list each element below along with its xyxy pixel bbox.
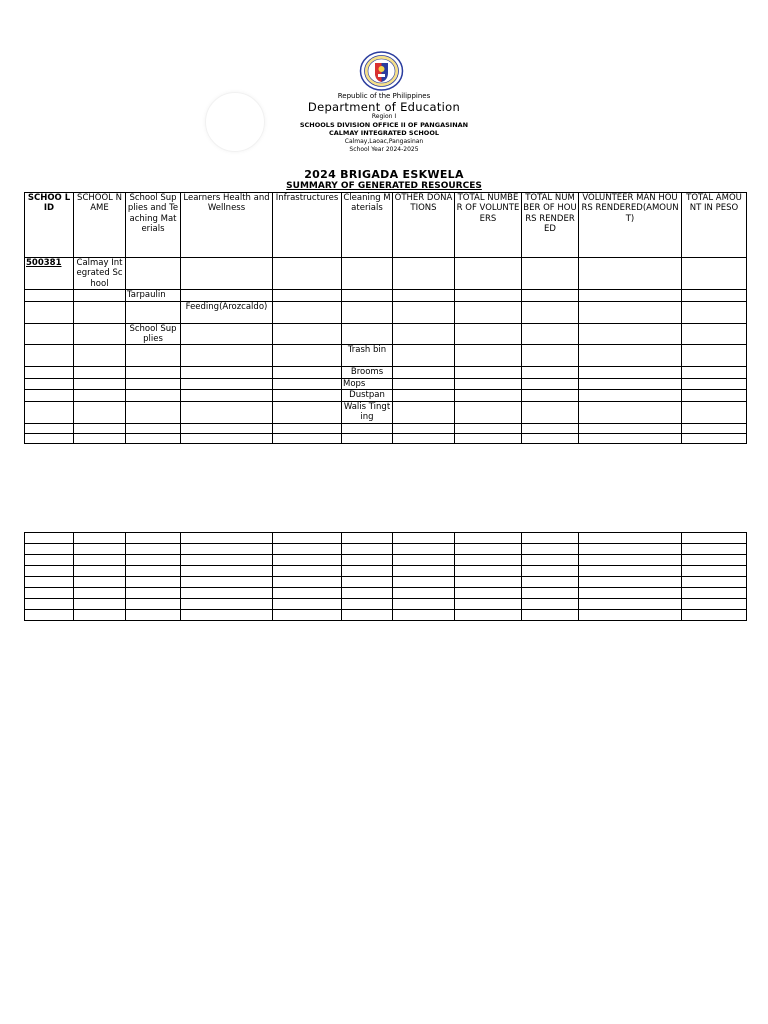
table-row [25,345,747,367]
column-header: SCHOO L ID [25,193,74,258]
column-header: OTHER DONATIONS [393,193,455,258]
cleaning-cell: Trash bin [342,345,393,367]
table-row [25,555,747,566]
table-row [25,323,747,345]
cleaning-cell: Mops [342,378,393,389]
page-title: 2024 BRIGADA ESKWELA [304,168,464,181]
health-cell: Feeding(Arozcaldo) [181,301,273,323]
column-header: Learners Health and Wellness [181,193,273,258]
column-header: TOTAL NUMBER OF VOLUNTEERS [455,193,522,258]
table-row [25,367,747,378]
table-row [25,533,747,544]
summary-table [24,192,747,444]
column-header: School Supplies and Teaching Materials [126,193,181,258]
table-row [25,258,747,290]
deped-seal-icon [359,51,404,91]
page-subtitle: SUMMARY OF GENERATED RESOURCES [286,181,482,191]
table-row [25,390,747,401]
cleaning-cell: Walis Tingting [342,401,393,423]
school-name-cell: Calmay Integrated School [74,258,126,290]
address-text: Calmay,Laoac,Pangasinan [344,138,424,145]
school-name-header: CALMAY INTEGRATED SCHOOL [328,129,439,137]
supply-cell: School Supplies [126,323,181,345]
column-header: VOLUNTEER MAN HOURS RENDERED(AMOUNT) [579,193,682,258]
table-row [25,401,747,423]
blank-table [24,532,747,621]
supply-cell: Tarpaulin [126,290,181,301]
table-row [25,588,747,599]
cleaning-cell: Brooms [342,367,393,378]
school-year-text: School Year 2024-2025 [349,146,419,153]
column-header: SCHOOL NAME [74,193,126,258]
column-header: Infrastructures [273,193,342,258]
table-row [25,423,747,433]
division-text: SCHOOLS DIVISION OFFICE II OF PANGASINAN [299,121,469,129]
table-row [25,290,747,301]
table-row [25,433,747,443]
cleaning-cell: Dustpan [342,390,393,401]
table-row [25,566,747,577]
table-row [25,544,747,555]
column-header: TOTAL AMOUNT IN PESO [682,193,747,258]
column-header: TOTAL NUMBER OF HOURS RENDERED [522,193,579,258]
table-row [25,610,747,621]
table-header-row [25,193,747,258]
school-id-cell: 500381 [25,258,74,290]
table-row [25,599,747,610]
republic-text: Republic of the Philippines [337,92,431,100]
table-row [25,301,747,323]
table-row [25,577,747,588]
column-header: Cleaning Materials [342,193,393,258]
region-text: Region I [371,113,397,120]
table-row [25,378,747,389]
department-title: Department of Education [307,100,461,114]
